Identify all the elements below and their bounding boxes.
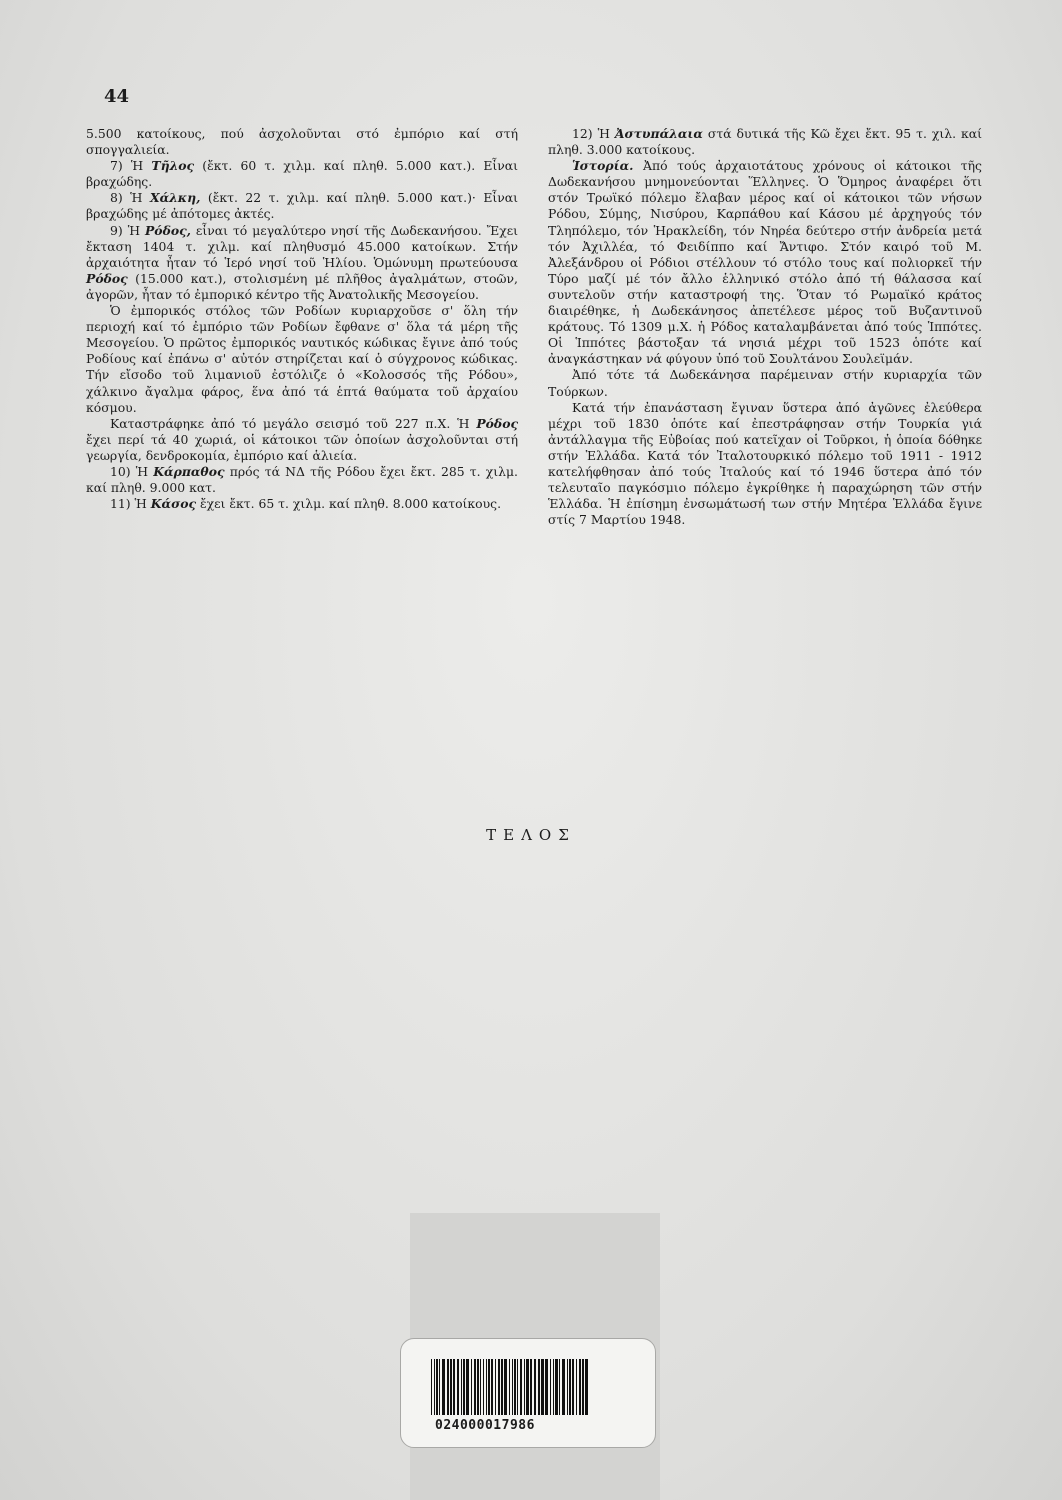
barcode-bar xyxy=(434,1359,435,1415)
left-text-column xyxy=(86,126,518,512)
barcode-bar xyxy=(541,1359,544,1415)
paragraph xyxy=(548,126,982,158)
barcode-bar xyxy=(526,1359,529,1415)
emphasized-name: Ρόδος xyxy=(86,270,128,286)
barcode-bar xyxy=(495,1359,496,1415)
page-number: 44 xyxy=(104,86,130,107)
paragraph xyxy=(548,400,982,529)
barcode-bar xyxy=(514,1359,516,1415)
barcode-bar xyxy=(582,1359,584,1415)
text-run: 9) Ἡ xyxy=(110,222,145,238)
emphasized-name: Ἱστορία. xyxy=(572,158,634,174)
emphasized-name: Ρόδος, xyxy=(144,222,191,238)
text-run: 8) Ἡ xyxy=(110,190,150,206)
barcode-bar xyxy=(461,1359,462,1415)
barcode-bar xyxy=(501,1359,503,1415)
barcode-bar xyxy=(491,1359,493,1415)
text-run: ἔχει περί τά 40 χωριά, οἱ κάτοικοι τῶν ὁποίων ἀσχολοῦνται στή γεωργία, δενδροκομία, ἐμπόριο καί ἁλιεία. xyxy=(86,431,518,463)
paragraph xyxy=(548,367,982,399)
barcode-bar xyxy=(442,1359,445,1415)
text-run: ἔχει ἔκτ. 65 τ. χιλμ. καί πληθ. 8.000 κατοίκους. xyxy=(196,496,502,512)
barcode-bar xyxy=(483,1359,484,1415)
barcode-bar xyxy=(509,1359,510,1415)
paragraph xyxy=(86,303,518,416)
barcode-bar xyxy=(545,1359,548,1415)
paragraph xyxy=(86,223,518,303)
barcode-bar xyxy=(474,1359,476,1415)
text-run: 5.500 κατοίκους, πού ἀσχολοῦνται στό ἐμπόριο καί στή σπογγαλιεία. xyxy=(86,126,518,158)
emphasized-name: Κάσος xyxy=(150,496,197,512)
barcode-bar xyxy=(504,1359,507,1415)
text-run: (ἔκτ. 60 τ. χιλμ. καί πληθ. 5.000 κατ.). Εἶναι βραχώδης. xyxy=(86,158,519,190)
text-run: πρός τά ΝΔ τῆς Ρόδου ἔχει ἔκτ. 285 τ. χιλμ. καί πληθ. 9.000 κατ. xyxy=(86,463,518,496)
barcode-bar xyxy=(447,1359,449,1415)
emphasized-name: Τῆλος xyxy=(151,158,195,174)
barcode-bar xyxy=(453,1359,455,1415)
barcode-bar xyxy=(512,1359,513,1415)
barcode-bar xyxy=(477,1359,479,1415)
paragraph xyxy=(86,416,518,464)
barcode-bar xyxy=(524,1359,525,1415)
barcode-bar xyxy=(436,1359,438,1415)
emphasized-name: Χάλκη, xyxy=(149,190,201,206)
text-run: Ἀπό τότε τά Δωδεκάνησα παρέμειναν στήν κυριαρχία τῶν Τούρκων. xyxy=(548,367,982,399)
barcode-bar xyxy=(471,1359,472,1415)
text-run: εἶναι τό μεγαλύτερο νησί τῆς Δωδεκανήσου. Ἔχει ἔκταση 1404 τ. χιλμ. καί πληθυσμό 45.000 κατοίκων. Στήν ἀρχαιότητα ἦταν τό Ἱερό νησί τοῦ Ἡλίου. Ὁμώνυμη πρωτεύουσα xyxy=(86,222,518,270)
barcode-bar xyxy=(569,1359,571,1415)
barcode-bar xyxy=(553,1359,554,1415)
text-run: 12) Ἡ xyxy=(572,126,615,141)
barcode-bar xyxy=(555,1359,558,1415)
barcode-bar xyxy=(498,1359,500,1415)
barcode-bar xyxy=(538,1359,540,1415)
ending-word: ΤΕΛΟΣ xyxy=(486,826,576,844)
text-run: 7) Ἡ xyxy=(110,158,152,174)
text-run: Κατά τήν ἐπανάσταση ἔγιναν ὕστερα ἀπό ἀγῶνες ἐλεύθερα μέχρι τοῦ 1830 ὁπότε καί ἐπεστράφησαν στήν Τουρκία γιά ἀντάλλαγμα τῆς Εὐβοίας πού κατεῖχαν οἱ Τοῦρκοι, ἡ ὁποία δόθηκε στήν Ἑλλάδα. Κατά τόν Ἰταλοτουρκικό πόλεμο τοῦ 1911 - 1912 κατελήφθησαν ἀπό τούς Ἰταλούς καί τό 1946 ὕστερα ἀπό τόν τελευταῖο παγκόσμιο πόλεμο ἐγκρίθηκε ἡ παραχώρηση τῶν στήν Ἑλλάδα. Ἡ ἐπίσημη ἐνσωμάτωσή των στήν Μητέρα Ἑλλάδα ἔγινε στίς 7 Μαρτίου 1948. xyxy=(548,399,982,528)
barcode-bar xyxy=(520,1359,522,1415)
text-run: Ἀπό τούς ἀρχαιοτάτους χρόνους οἱ κάτοικοι τῆς Δωδεκανήσου μνημονεύονται Ἕλληνες. Ὁ Ὅμηρος ἀναφέρει ὅτι στόν Τρωϊκό πόλεμο ἔλαβαν μέρος καί οἱ κάτοικοι τῶν νήσων Ρόδου, Σύμης, Νισύρου, Καρπάθου καί Κάσου μέ ἀρχηγούς τόν Τληπόλεμο, τόν Ἡρακλείδη, τόν Νηρέα δεύτερο στήν ἀνδρεία μετά τόν Ἀχιλλέα, τό Φειδίππο καί Ἄντιφο. Στόν καιρό τοῦ Μ. Ἀλεξάνδρου οἱ Ρόδιοι στέλλουν τό στόλο τους καί πολιορκεῖ τήν Τύρο μαζί μέ τόν ἄλλο ἑλληνικό στόλο ἀπό τή θάλασσα καί συντελοῦν στήν καταστροφή της. Ὅταν τό Ρωμαϊκό κράτος διαιρέθηκε, ἡ Δωδεκάνησος ἀπετέλεσε μέρος τοῦ Βυζαντινοῦ κράτους. Τό 1309 μ.Χ. ἡ Ρόδος καταλαμβάνεται ἀπό τούς Ἱππότες. Οἱ Ἱππότες βάστοξαν τά νησιά μέχρι τοῦ 1523 ὁπότε καί ἀναγκάστηκαν νά φύγουν ὑπό τοῦ Σουλτάνου Σουλεϊμάν. xyxy=(548,158,982,367)
text-run: στά δυτικά τῆς Κῶ ἔχει ἔκτ. 95 τ. χιλ. καί πληθ. 3.000 κατοίκους. xyxy=(548,126,982,158)
text-run: (15.000 κατ.), στολισμένη μέ πλῆθος ἀγαλμάτων, στοῶν, ἀγορῶν, ἦταν τό ἐμπορικό κέντρο τῆς Ἀνατολικῆς Μεσογείου. xyxy=(86,270,518,302)
barcode-bars xyxy=(431,1359,636,1415)
text-run: 11) Ἡ xyxy=(110,496,151,512)
emphasized-name: Ρόδος xyxy=(476,415,518,431)
barcode-bar xyxy=(567,1359,568,1415)
barcode-bar xyxy=(534,1359,536,1415)
barcode-bar xyxy=(439,1359,440,1415)
barcode-bar xyxy=(530,1359,532,1415)
barcode-bar xyxy=(517,1359,518,1415)
barcode-bar xyxy=(576,1359,577,1415)
text-run: (ἔκτ. 22 τ. χιλμ. καί πληθ. 5.000 κατ.)· Εἶναι βραχώδης μέ ἀπότομες ἀκτές. xyxy=(86,190,518,222)
barcode-bar xyxy=(488,1359,490,1415)
barcode-bar xyxy=(562,1359,565,1415)
emphasized-name: Κάρπαθος xyxy=(153,463,225,479)
right-text-column xyxy=(548,126,982,528)
paragraph xyxy=(548,158,982,367)
barcode-bar xyxy=(480,1359,481,1415)
barcode-bar xyxy=(463,1359,465,1415)
barcode-bar xyxy=(550,1359,551,1415)
barcode-bar xyxy=(572,1359,574,1415)
text-run: Καταστράφηκε ἀπό τό μεγάλο σεισμό τοῦ 227 π.Χ. Ἡ xyxy=(110,415,477,431)
barcode-bar xyxy=(585,1359,588,1415)
barcode-bar xyxy=(486,1359,487,1415)
emphasized-name: Ἀστυπάλαια xyxy=(614,126,703,141)
barcode-bar xyxy=(559,1359,560,1415)
paragraph xyxy=(86,126,518,158)
barcode-bar xyxy=(457,1359,459,1415)
barcode-bar xyxy=(431,1359,432,1415)
paragraph xyxy=(86,464,518,496)
paragraph xyxy=(86,190,518,222)
barcode-bar xyxy=(450,1359,452,1415)
barcode-number: 024000017986 xyxy=(435,1418,535,1433)
text-run: 10) Ἡ xyxy=(110,463,154,479)
paragraph xyxy=(86,158,518,190)
barcode-bar xyxy=(466,1359,469,1415)
paragraph xyxy=(86,496,518,512)
barcode-label xyxy=(400,1338,656,1448)
barcode-bar xyxy=(579,1359,581,1415)
text-run: Ὁ ἐμπορικός στόλος τῶν Ροδίων κυριαρχοῦσε σ' ὅλη τήν περιοχή καί τό ἐμπόριο τῶν Ροδίων ἔφθανε σ' ὅλα τά μέρη τῆς Μεσογείου. Ὁ πρῶτος ἐμπορικός ναυτικός κώδικας ἔγινε ἀπό τούς Ροδίους καί ἐπάνω σ' αὐτόν στηρίζεται καί ὁ σύγχρονος κώδικας. Τήν εἴσοδο τοῦ λιμανιοῦ ἐστόλιζε ὁ «Κολοσσός τῆς Ρόδου», χάλκινο ἄγαλμα φάρος, ἕνα ἀπό τά ἑπτά θαύματα τοῦ ἀρχαίου κόσμου. xyxy=(86,303,518,415)
